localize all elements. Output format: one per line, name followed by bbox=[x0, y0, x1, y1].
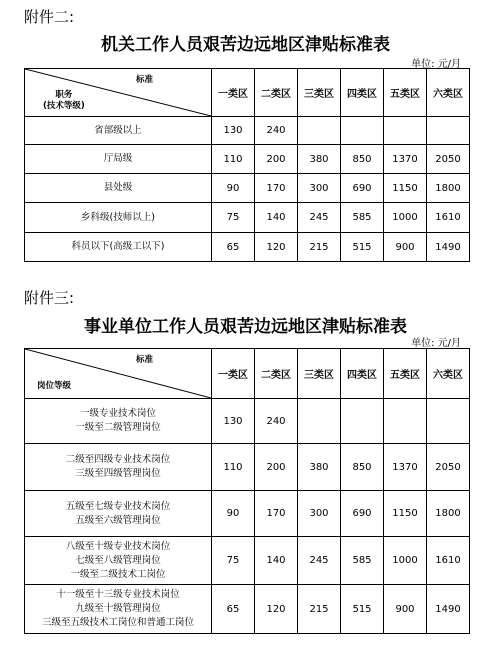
table-row bbox=[25, 444, 470, 491]
value-cell bbox=[341, 117, 384, 145]
value-cell bbox=[384, 117, 427, 145]
header-row-label-line2: (技术等级) bbox=[43, 101, 85, 111]
value-cell: 1490 bbox=[427, 233, 470, 262]
column-header: 五类区 bbox=[384, 349, 427, 399]
unit-label-3: 单位: 元/月 bbox=[411, 338, 461, 349]
value-cell: 1000 bbox=[384, 203, 427, 233]
row-label bbox=[25, 145, 212, 174]
table-row bbox=[25, 585, 470, 634]
table-row bbox=[25, 537, 470, 585]
row-label-line: 省部级以上 bbox=[94, 124, 142, 136]
row-label-line: 乡科级(技师以上) bbox=[81, 211, 155, 223]
row-label bbox=[25, 233, 212, 262]
value-cell: 75 bbox=[212, 203, 255, 233]
row-label-line: 科员以下(高级工以下) bbox=[71, 241, 165, 252]
value-cell bbox=[298, 399, 341, 444]
value-cell: 900 bbox=[384, 233, 427, 262]
value-cell: 2050 bbox=[427, 145, 470, 174]
value-cell: 240 bbox=[255, 399, 298, 444]
row-label bbox=[25, 585, 212, 634]
value-cell: 130 bbox=[212, 117, 255, 145]
value-cell: 130 bbox=[212, 399, 255, 444]
row-label-line: 二级至四级专业技术岗位 bbox=[65, 454, 171, 465]
row-label-line: 一级至二级技术工岗位 bbox=[70, 568, 166, 580]
row-label-line: 县处级 bbox=[103, 182, 133, 193]
column-header: 一类区 bbox=[212, 69, 255, 117]
row-label bbox=[25, 491, 212, 537]
value-cell: 1150 bbox=[384, 174, 427, 203]
value-cell: 140 bbox=[255, 537, 298, 585]
value-cell: 120 bbox=[255, 233, 298, 262]
value-cell: 120 bbox=[255, 585, 298, 634]
value-cell: 1800 bbox=[427, 491, 470, 537]
value-cell: 1610 bbox=[427, 537, 470, 585]
table-row bbox=[25, 174, 470, 203]
table-row bbox=[25, 233, 470, 262]
row-label-line: 三级至四级管理岗位 bbox=[75, 468, 161, 479]
row-label-line: 七级至八级管理岗位 bbox=[75, 554, 161, 566]
value-cell: 240 bbox=[255, 117, 298, 145]
allowance-table-public-institutions bbox=[24, 348, 470, 634]
column-header: 四类区 bbox=[341, 349, 384, 399]
column-header: 二类区 bbox=[255, 349, 298, 399]
row-label-line: 十一级至十三级专业技术岗位 bbox=[56, 589, 180, 600]
table-title-2: 机关工作人员艰苦边远地区津贴标准表 bbox=[101, 35, 390, 55]
header-row-label: 岗位等级 bbox=[37, 381, 72, 391]
attachment-label-2: 附件二: bbox=[24, 8, 75, 26]
value-cell: 1490 bbox=[427, 585, 470, 634]
table-row bbox=[25, 399, 470, 444]
row-label bbox=[25, 174, 212, 203]
value-cell: 1150 bbox=[384, 491, 427, 537]
value-cell: 380 bbox=[298, 444, 341, 491]
value-cell: 1370 bbox=[384, 145, 427, 174]
value-cell: 850 bbox=[341, 444, 384, 491]
value-cell: 380 bbox=[298, 145, 341, 174]
column-header: 三类区 bbox=[298, 69, 341, 117]
value-cell: 200 bbox=[255, 145, 298, 174]
header-standard-label: 标准 bbox=[135, 355, 153, 365]
header-standard-label: 标准 bbox=[135, 75, 153, 85]
value-cell: 690 bbox=[341, 491, 384, 537]
value-cell: 90 bbox=[212, 491, 255, 537]
value-cell: 110 bbox=[212, 444, 255, 491]
value-cell bbox=[341, 399, 384, 444]
value-cell bbox=[298, 117, 341, 145]
value-cell: 300 bbox=[298, 174, 341, 203]
column-header: 六类区 bbox=[427, 69, 470, 117]
column-header: 五类区 bbox=[384, 69, 427, 117]
header-diagonal-cell bbox=[25, 69, 212, 117]
value-cell: 245 bbox=[298, 203, 341, 233]
value-cell: 110 bbox=[212, 145, 255, 174]
column-header: 四类区 bbox=[341, 69, 384, 117]
value-cell: 215 bbox=[298, 585, 341, 634]
value-cell: 90 bbox=[212, 174, 255, 203]
value-cell: 900 bbox=[384, 585, 427, 634]
value-cell: 140 bbox=[255, 203, 298, 233]
column-header: 一类区 bbox=[212, 349, 255, 399]
header-diagonal-cell bbox=[25, 349, 212, 399]
value-cell: 200 bbox=[255, 444, 298, 491]
value-cell: 65 bbox=[212, 585, 255, 634]
row-label bbox=[25, 399, 212, 444]
column-header: 二类区 bbox=[255, 69, 298, 117]
column-header: 六类区 bbox=[427, 349, 470, 399]
allowance-table-civil-servants bbox=[24, 68, 470, 262]
attachment-label-3: 附件三: bbox=[24, 289, 75, 307]
table-row bbox=[25, 203, 470, 233]
row-label-line: 厅局级 bbox=[103, 153, 133, 164]
value-cell: 300 bbox=[298, 491, 341, 537]
row-label bbox=[25, 537, 212, 585]
value-cell bbox=[384, 399, 427, 444]
value-cell: 170 bbox=[255, 174, 298, 203]
value-cell: 515 bbox=[341, 585, 384, 634]
table-title-3: 事业单位工作人员艰苦边远地区津贴标准表 bbox=[84, 317, 407, 337]
value-cell: 2050 bbox=[427, 444, 470, 491]
value-cell bbox=[427, 399, 470, 444]
value-cell bbox=[427, 117, 470, 145]
value-cell: 585 bbox=[341, 537, 384, 585]
value-cell: 170 bbox=[255, 491, 298, 537]
value-cell: 850 bbox=[341, 145, 384, 174]
value-cell: 1800 bbox=[427, 174, 470, 203]
value-cell: 515 bbox=[341, 233, 384, 262]
row-label-line: 一级至二级管理岗位 bbox=[75, 422, 161, 433]
value-cell: 65 bbox=[212, 233, 255, 262]
table-row bbox=[25, 491, 470, 537]
row-label-line: 一级专业技术岗位 bbox=[79, 408, 156, 419]
row-label-line: 三级至五级技术工岗位和普通工岗位 bbox=[41, 617, 194, 628]
value-cell: 1370 bbox=[384, 444, 427, 491]
unit-label-2: 单位: 元/月 bbox=[411, 59, 461, 70]
value-cell: 690 bbox=[341, 174, 384, 203]
row-label bbox=[25, 203, 212, 233]
table-row bbox=[25, 145, 470, 174]
row-label bbox=[25, 117, 212, 145]
value-cell: 245 bbox=[298, 537, 341, 585]
value-cell: 585 bbox=[341, 203, 384, 233]
header-row-label-line1: 职务 bbox=[55, 90, 73, 100]
table-row bbox=[25, 117, 470, 145]
row-label bbox=[25, 444, 212, 491]
column-header: 三类区 bbox=[298, 349, 341, 399]
value-cell: 1000 bbox=[384, 537, 427, 585]
row-label-line: 五级至七级专业技术岗位 bbox=[65, 500, 171, 512]
row-label-line: 九级至十级管理岗位 bbox=[75, 603, 161, 614]
value-cell: 1610 bbox=[427, 203, 470, 233]
row-label-line: 八级至十级专业技术岗位 bbox=[65, 540, 171, 552]
value-cell: 75 bbox=[212, 537, 255, 585]
row-label-line: 五级至六级管理岗位 bbox=[75, 514, 161, 526]
header-row-label bbox=[43, 90, 85, 112]
value-cell: 215 bbox=[298, 233, 341, 262]
